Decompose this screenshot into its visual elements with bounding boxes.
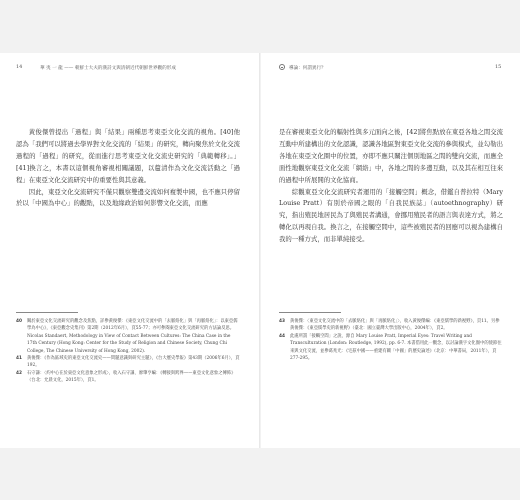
footnote-number: 43 bbox=[279, 319, 285, 324]
right-paragraph: 是在審視東亞文化的輻射性與多元面向之後，[42]將焦點放在東亞各地之間交流互動中所建構出的文化認識，認識各地區對東亞文化交流的參與模式，並勾勒出各地在東亞文化圈中的位置，亦即不應只關注個別地區之間的雙向交流，而應全面性地觀察東亞文化交流「網絡」中，各地之間的多邊互動，以及其在相互往來的過程中所展開的文化協商。 bbox=[279, 128, 503, 184]
footnote-number: 42 bbox=[16, 370, 22, 376]
footnote-text: 石守謙：〈約中心在於東亞文化意象之形成〉，收入石守謙、廖肇亨編：《轉接與跨界——東亞文化意象之傳佈》（台北：允晨文化，2015年），頁1。 bbox=[27, 370, 236, 384]
footnote-text: 關於東亞文化交流研究的觀念及焦點，詳參黃俊傑：《東亞文化交流中的「去脈絡化」與「再脈絡化」：以東亞儒學為中心》，《東亞觀念史集刊》第2期（2012年6月），頁55-77；亦可參閱東亞文化交流研究的方法論反思。Nicolas Standaert, Methodology in View of Contact Between Cultures: The China Case in the 17th Century (Hong Kong: Center for the Study of Religion and Chinese Society, Chung Chi College, The Chinese University of Hong Kong, 2002). bbox=[27, 319, 238, 354]
left-footnotes bbox=[16, 318, 240, 436]
right-footnotes bbox=[279, 318, 503, 436]
footnote bbox=[16, 355, 240, 370]
footnote-number: 40 bbox=[16, 319, 22, 324]
right-paragraph: 綜觀東亞文化交流研究者運用的「接觸空間」概念，借鑑自普拉特（Mary Louise Pratt）有別於帝國之眼的「自我民族誌」（autoethnography）研究，指出殖民地居民為了與殖民者溝通，會挪用殖民者的語言與表達方式，將之轉化以再現自我。換言之，在接觸空間中，這些被殖民者的回應可以視為建構自我的一種方式，而非單純接受。 bbox=[279, 187, 503, 244]
left-running-head: 華 夷 一 龍 —— 朝鮮士大夫的漢詩文與清朝近代朝鮮世界觀的形成 bbox=[40, 65, 176, 71]
footnote-number: 41 bbox=[16, 356, 22, 362]
page-gutter bbox=[259, 53, 261, 448]
footnote-text: 黃俊傑：《作為區域史的東亞文化交流史——問題意識與研究主題》，《台大歷史學報》第43期（2006年6月），頁192。 bbox=[27, 356, 240, 369]
section-marker-icon bbox=[279, 64, 285, 70]
footnote bbox=[279, 333, 503, 363]
left-footnote-rule bbox=[16, 312, 78, 313]
footnote-text: 黃俊傑：〈東亞文化交流中的「去脈絡化」與「再脈絡化」〉，收入黃俊傑編：《東亞儒學的新視野》，頁11。另參黃俊傑：《東亞儒學史的新視野》（臺北：國立臺灣大學出版中心，2004年），頁2。 bbox=[290, 319, 500, 332]
left-paragraph: 黃俊傑曾提出「過程」與「結果」兩種思考東亞文化交流的視角。[40]他認為「我們可以將過去學界對文化交流的「結果」的研究，轉向聚焦於文化交流過程的「過程」的研究，從而進行思考東亞文化交流史研究的「典範轉移」。」[41]換言之，本書以這個視角審視相關議題，以釐清作為文化交流活動之「過程」在東亞文化交流研究中的重要性與其意義。 bbox=[16, 128, 240, 184]
left-body-text bbox=[16, 127, 240, 306]
footnote-number: 44 bbox=[279, 333, 285, 339]
right-footnote-rule bbox=[279, 312, 341, 313]
footnote bbox=[16, 318, 240, 355]
right-running-head: 導論：何謂異行？ bbox=[289, 65, 326, 71]
left-paragraph: 因此，東亞文化交流研究不僅只觀察雙邊交流如何複製中國，也不應只停留於以「中國為中心」的觀點，以及地緣政治如何影響文化交流，而應 bbox=[16, 187, 240, 208]
footnote bbox=[16, 370, 240, 385]
footnote bbox=[279, 318, 503, 333]
footnote-text: 此處所謂「接觸空間」之說，源自 Mary Louise Pratt, Imperial Eyes: Travel Writing and Transculturation (London: Routledge, 1992), pp. 6-7. 本書借用此一觀念，以討論漢字文化圈中的使節往來與文化交流，並參葛兆光：《宅茲中國——重建有關「中國」的歷史論述》（北京：中華書局，2011年），頁277-295。 bbox=[290, 333, 502, 362]
right-page-number: 15 bbox=[495, 64, 502, 70]
left-page-number: 14 bbox=[16, 64, 23, 70]
right-body-text bbox=[279, 127, 503, 306]
